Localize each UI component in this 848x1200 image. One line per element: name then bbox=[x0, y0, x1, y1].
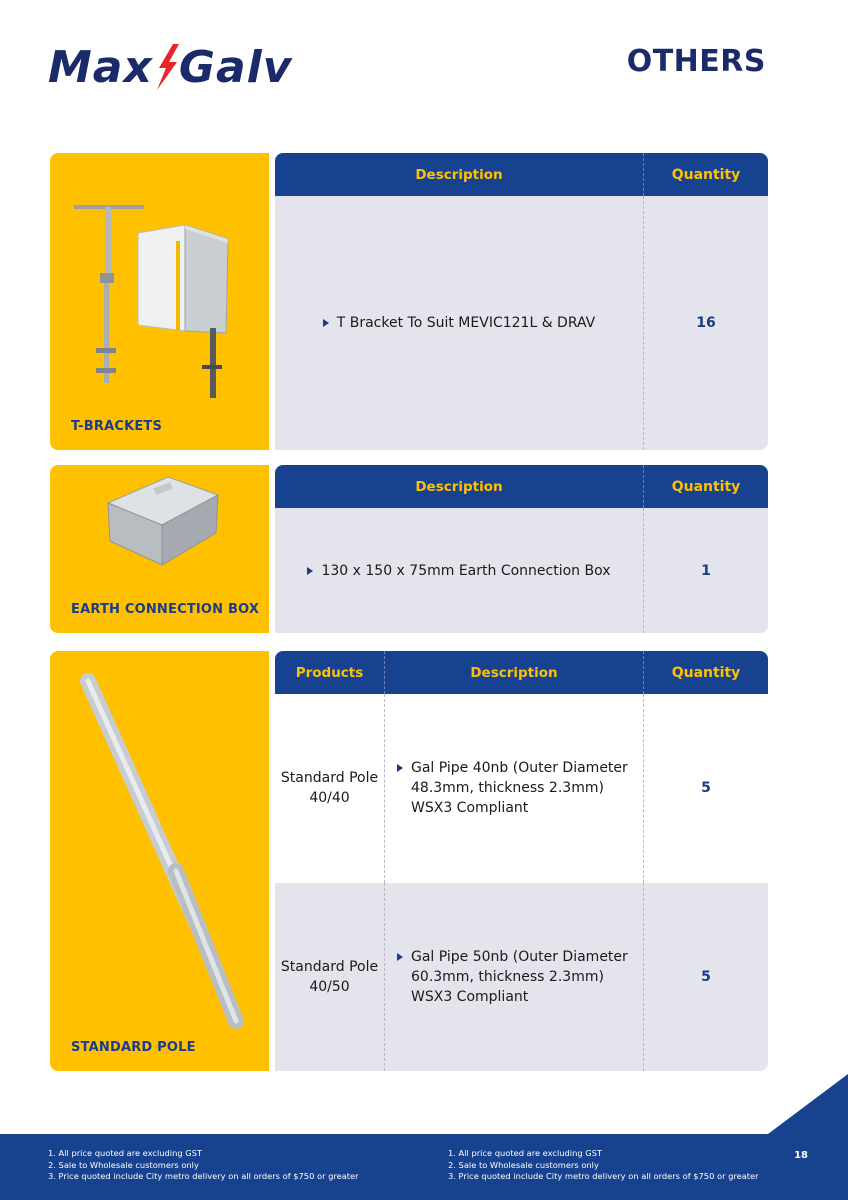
product-size: 40/50 bbox=[309, 978, 350, 995]
t-brackets-image-panel bbox=[50, 153, 269, 450]
logo-text-max: Max bbox=[48, 41, 153, 93]
footer-notes-right bbox=[448, 1148, 759, 1183]
triangle-bullet-icon bbox=[397, 764, 403, 772]
table-row bbox=[275, 196, 768, 450]
description-line: 48.3mm, thickness 2.3mm) bbox=[411, 780, 604, 797]
description-text: T Bracket To Suit MEVIC121L & DRAV bbox=[336, 315, 596, 331]
description-cell bbox=[275, 196, 643, 450]
logo-text-galv: Galv bbox=[178, 41, 293, 93]
description-line: Gal Pipe 40nb (Outer Diameter bbox=[411, 760, 628, 777]
product-size: 40/40 bbox=[309, 790, 350, 807]
triangle-bullet-icon bbox=[323, 319, 329, 327]
description-cell bbox=[384, 883, 643, 1072]
page-number: 18 bbox=[794, 1150, 808, 1161]
description-cell bbox=[384, 694, 643, 883]
table-row bbox=[275, 883, 768, 1072]
footer bbox=[0, 1134, 848, 1200]
quantity-cell: 5 bbox=[643, 694, 768, 883]
section-label: T-BRACKETS bbox=[71, 419, 163, 434]
maxgalv-logo bbox=[48, 38, 292, 96]
table-header bbox=[275, 465, 768, 508]
footer-note: 1. All price quoted are excluding GST bbox=[448, 1148, 603, 1158]
column-header-description: Description bbox=[384, 651, 643, 694]
product-cell bbox=[275, 694, 384, 883]
standard-pole-table bbox=[275, 651, 768, 1071]
column-header-quantity: Quantity bbox=[643, 465, 768, 508]
standard-pole-image-panel bbox=[50, 651, 269, 1071]
table-header bbox=[275, 153, 768, 196]
section-standard-pole bbox=[50, 651, 768, 1071]
page-title: OTHERS bbox=[626, 44, 766, 79]
footer-note: 3. Price quoted include City metro delivery on all orders of $750 or greater bbox=[448, 1171, 759, 1181]
table-row bbox=[275, 508, 768, 633]
column-header-quantity: Quantity bbox=[643, 153, 768, 196]
footer-note: 1. All price quoted are excluding GST bbox=[48, 1148, 203, 1158]
section-t-brackets bbox=[50, 153, 768, 450]
section-label: EARTH CONNECTION BOX bbox=[71, 602, 260, 617]
description-text: 130 x 150 x 75mm Earth Connection Box bbox=[321, 562, 611, 579]
footer-notes-left bbox=[48, 1148, 359, 1183]
product-name: Standard Pole bbox=[280, 958, 379, 975]
description-line: Gal Pipe 50nb (Outer Diameter bbox=[411, 948, 628, 965]
footer-note: 2. Sale to Wholesale customers only bbox=[48, 1159, 199, 1170]
triangle-bullet-icon bbox=[397, 953, 403, 961]
lightning-bolt-icon bbox=[151, 42, 181, 92]
product-cell bbox=[275, 883, 384, 1072]
earth-box-image-panel bbox=[50, 465, 269, 633]
column-header-products: Products bbox=[295, 664, 364, 681]
description-line: 60.3mm, thickness 2.3mm) bbox=[411, 968, 604, 985]
product-name: Standard Pole bbox=[280, 770, 379, 787]
description-line: WSX3 Compliant bbox=[411, 988, 529, 1005]
footer-note: 2. Sale to Wholesale customers only bbox=[448, 1159, 599, 1170]
quantity-cell: 16 bbox=[643, 196, 768, 450]
quantity-cell: 5 bbox=[643, 883, 768, 1072]
standard-pole-image bbox=[50, 651, 269, 1071]
footer-note: 3. Price quoted include City metro delivery on all orders of $750 or greater bbox=[48, 1171, 359, 1181]
table-row bbox=[275, 694, 768, 883]
description-cell bbox=[275, 508, 643, 633]
footer-corner-accent bbox=[768, 1074, 848, 1134]
t-bracket-product-image bbox=[50, 153, 269, 450]
description-line: WSX3 Compliant bbox=[411, 800, 529, 817]
column-header-description: Description bbox=[415, 478, 503, 495]
quantity-cell: 1 bbox=[643, 508, 768, 633]
column-header-quantity: Quantity bbox=[643, 651, 768, 694]
triangle-bullet-icon bbox=[307, 567, 313, 575]
section-label: STANDARD POLE bbox=[71, 1040, 196, 1055]
column-header-description: Description bbox=[415, 166, 503, 183]
table-header bbox=[275, 651, 768, 694]
t-brackets-table bbox=[275, 153, 768, 450]
earth-box-table bbox=[275, 465, 768, 633]
section-earth-connection-box bbox=[50, 465, 768, 633]
